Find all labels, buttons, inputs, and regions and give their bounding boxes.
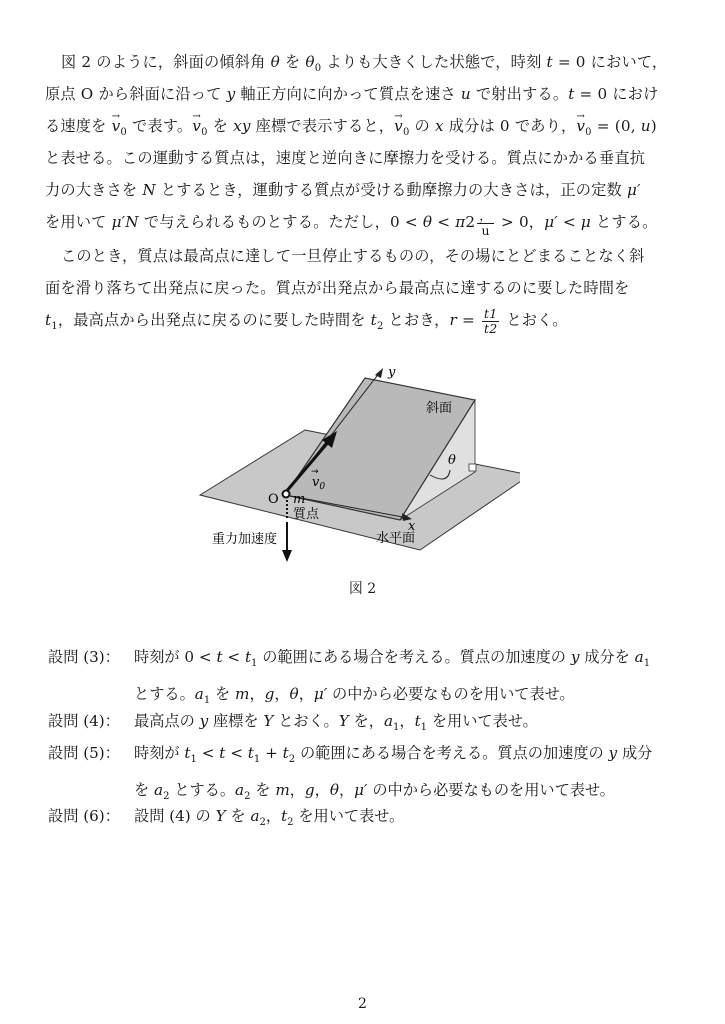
text-line: 最高点の y 座標を Y とおく。Y を，$a_1$，$t_1$ を用いて表せ。 bbox=[134, 712, 538, 734]
text-line: 面を滑り落ちて出発点に戻った。質点が出発点から最高点に達するのに要した時間を bbox=[45, 279, 630, 297]
origin-label: O bbox=[268, 492, 279, 507]
figure-caption: 図 2 bbox=[348, 581, 377, 597]
incline-diagram bbox=[190, 360, 520, 575]
text-line: 時刻が $0 < t < t_1$ の範囲にある場合を考える。質点の加速度の y 成分を $a_1$ bbox=[134, 648, 651, 670]
mass-point bbox=[283, 491, 290, 498]
right-angle-marker bbox=[469, 464, 476, 471]
gravity-label: 重力加速度 bbox=[212, 532, 278, 547]
t1-over-t2-fraction: $\frac{t1}{t2}$ bbox=[483, 305, 498, 336]
text-line: とする。$a_1$ を m，g，θ，μ′ の中から必要なものを用いて表せ。 bbox=[134, 685, 575, 707]
text-line: 力の大きさを N とするとき，運動する質点が受ける動摩擦力の大きさは，正の定数 μ′ bbox=[45, 181, 641, 199]
v0-label: $v_0$ bbox=[312, 475, 326, 492]
mass-label: 質点 bbox=[293, 507, 320, 522]
text-line: 設問 (4) の Y を $a_2$，$t_2$ を用いて表せ。 bbox=[134, 807, 405, 829]
text-line: を用いて μ′N で与えられるものとする。ただし，0 < θ < π2 $\frac{,}{u}$ > 0，μ′ < μ とする。 bbox=[45, 207, 658, 238]
gravity-arrowhead bbox=[282, 550, 292, 562]
text-line: 図 2 のように，斜面の傾斜角 θ を $\theta_0$ よりも大きくした状態で，時刻 t = 0 において， bbox=[61, 53, 668, 75]
question-label: 設問 (6)： bbox=[48, 807, 120, 825]
page-number: 2 bbox=[358, 996, 367, 1012]
pi-over-2-fraction: $\frac{,}{u}$ bbox=[479, 207, 492, 238]
text-line: と表せる。この運動する質点は，速度と逆向きに摩擦力を受ける。質点にかかる垂直抗 bbox=[45, 149, 646, 167]
y-axis-label: y bbox=[388, 365, 396, 380]
mass-m-label: m bbox=[293, 492, 306, 507]
v0-label-arrow: → bbox=[311, 467, 319, 477]
problem-paragraph-2 bbox=[45, 240, 685, 336]
text-line: を $a_2$ とする。$a_2$ を m，g，θ，μ′ の中から必要なものを用いて表せ。 bbox=[134, 781, 615, 803]
text-line: 原点 O から斜面に沿って y 軸正方向に向かって質点を速さ u で射出する。t = 0 におけ bbox=[45, 85, 659, 103]
question-label: 設問 (4)： bbox=[48, 712, 120, 730]
slope-label: 斜面 bbox=[426, 401, 453, 416]
problem-paragraph-1 bbox=[45, 46, 685, 238]
text-line: $t_1$，最高点から出発点に戻るのに要した時間を $t_2$ とおき，r = $\frac{t1}{t2}$ とおく。 bbox=[45, 305, 568, 336]
text-line: このとき，質点は最高点に達して一旦停止するものの，その場にとどまることなく斜 bbox=[61, 247, 645, 265]
theta-label: θ bbox=[448, 453, 456, 468]
x-axis-label: x bbox=[408, 519, 416, 534]
text-line: る速度を → $v_0$ で表す。→ $v_0$ を xy 座標で表示すると，→ $v_0$ の x 成分は 0 であり，→ $v_0 = (0$, u) bbox=[45, 110, 685, 142]
text-line: 時刻が $t_1 < t < t_1 + t_2$ の範囲にある場合を考える。質点の加速度の y 成分 bbox=[134, 744, 653, 766]
horizontal-plane-label: 水平面 bbox=[376, 531, 416, 546]
question-label: 設問 (5)： bbox=[48, 744, 120, 762]
question-label: 設問 (3)： bbox=[48, 648, 120, 666]
